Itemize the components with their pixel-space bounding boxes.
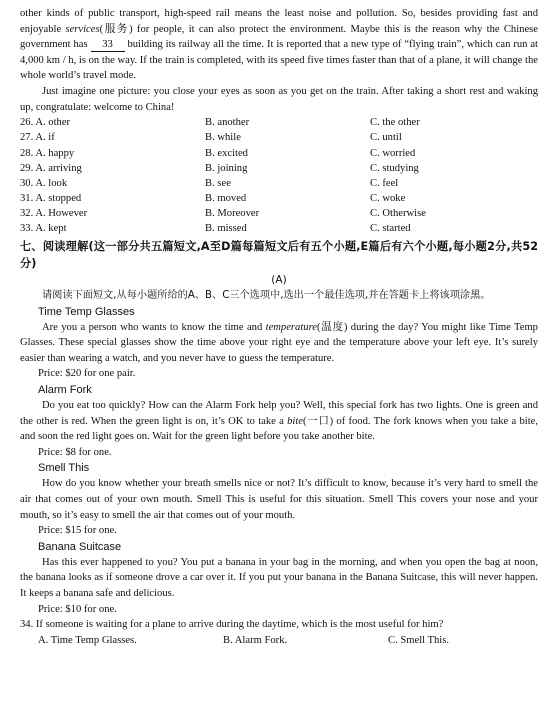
product-price: Price: $20 for one pair.	[38, 368, 136, 380]
intro-text-2: for people, it can also protect the environment. Maybe this is the reason why the Chinese government has	[20, 23, 538, 51]
option-row-29	[20, 161, 538, 176]
option-b[interactable]: B. moved	[205, 193, 247, 205]
question-34-option-b[interactable]: B. Alarm Fork.	[223, 634, 288, 646]
option-a[interactable]: 33. A. kept	[20, 223, 67, 235]
option-a[interactable]: 29. A. arriving	[20, 162, 82, 174]
product-smell-this	[20, 460, 538, 538]
question-34-option-a[interactable]: A. Time Temp Glasses.	[38, 634, 137, 646]
option-row-31	[20, 191, 538, 206]
product-banana-suitcase	[20, 539, 538, 617]
option-b[interactable]: B. Moreover	[205, 208, 260, 220]
product-title: Time Temp Glasses	[38, 305, 135, 318]
option-row-28	[20, 146, 538, 161]
product-description: Are you a person who wants to know the time and temperature(温度) during the day? You might like Time Temp Glasses. These special glasses show the time above your right eye and the temperature above your left eye. It’s surely easier than wearing a watch, and you never have to guess the temperature.	[20, 321, 538, 364]
passage-label: (A)	[271, 273, 287, 286]
product-price: Price: $15 for one.	[38, 525, 117, 537]
option-b[interactable]: B. while	[205, 132, 241, 144]
product-description: Has this ever happened to you? You put a banana in your bag in the morning, and when you open the bag at noon, the banana looks as if someone drove a car over it. If you put your banana in the Banana Suitcase, this will never happen. It keeps a banana safe and delicious.	[20, 556, 538, 599]
intro-text-1: other kinds of public transport, high-speed rail means the least noise and pollution. So, besides providing fast and enjoyable	[20, 8, 538, 35]
intro-paragraph	[20, 6, 538, 84]
product-alarm-fork	[20, 382, 538, 460]
option-c[interactable]: C. studying	[370, 162, 419, 174]
product-title: Alarm Fork	[38, 384, 92, 397]
question-34-option-c[interactable]: C. Smell This.	[388, 634, 450, 646]
option-a[interactable]: 30. A. look	[20, 177, 68, 189]
option-row-32	[20, 206, 538, 221]
option-a[interactable]: 28. A. happy	[20, 147, 75, 159]
option-c[interactable]: C. started	[370, 223, 411, 235]
exam-page	[20, 6, 538, 648]
question-34-stem: 34. If someone is waiting for a plane to arrive during the daytime, which is the most useful for him?	[20, 619, 444, 631]
option-row-33	[20, 221, 538, 236]
option-c[interactable]: C. worried	[370, 147, 416, 159]
option-c[interactable]: C. woke	[370, 193, 406, 205]
option-a[interactable]: 31. A. stopped	[20, 193, 82, 205]
option-b[interactable]: B. missed	[205, 223, 247, 235]
option-a[interactable]: 27. A. if	[20, 132, 55, 144]
question-34-options	[20, 633, 538, 649]
option-row-27	[20, 130, 538, 145]
instructions: 请阅读下面短文,从每小题所给的A、B、C三个选项中,选出一个最佳选项,并在答题卡上将该项涂黑。	[42, 289, 491, 301]
option-c[interactable]: C. Otherwise	[370, 208, 426, 220]
option-b[interactable]: B. excited	[205, 147, 248, 159]
cloze-options	[20, 115, 538, 237]
services-chinese: (服务)	[99, 23, 133, 35]
option-b[interactable]: B. see	[205, 177, 231, 189]
option-c[interactable]: C. until	[370, 132, 402, 144]
product-price: Price: $8 for one.	[38, 446, 112, 458]
option-a[interactable]: 26. A. other	[20, 117, 71, 129]
intro-paragraph-2: Just imagine one picture: you close your eyes as soon as you get on the train. After taking a short rest and waking up, congratulate: welcome to China!	[20, 85, 538, 113]
product-title: Smell This	[38, 462, 90, 475]
intro-text-3: building its railway all the time. It is reported that a new type of “flying train”, which can run at 4,000 km / h, is on the way. If the train is completed, with its speed five times faster than that of a plane, it will change the whole world’s travel mode.	[20, 39, 538, 82]
section-heading: 七、阅读理解(这一部分共五篇短文,A至D篇每篇短文后有五个小题,E篇后有六个小题,每小题2分,共52分)	[20, 239, 538, 270]
blank-33: 33	[91, 39, 125, 52]
product-description: Do you eat too quickly? How can the Alarm Fork help you? Well, this special fork has two lights. One is green and the other is red. When the green light is on, it’s OK to take a bite(一口) of food. The fork knows when you take a bite, and soon the red light goes on. Wait for the green light before you take another bite.	[20, 400, 539, 443]
product-title: Banana Suitcase	[38, 540, 122, 553]
product-price: Price: $10 for one.	[38, 603, 117, 615]
option-c[interactable]: C. feel	[370, 177, 399, 189]
option-row-26	[20, 115, 538, 130]
option-b[interactable]: B. joining	[205, 162, 248, 174]
option-c[interactable]: C. the other	[370, 117, 420, 129]
option-row-30	[20, 176, 538, 191]
product-time-temp-glasses	[20, 304, 538, 382]
option-a[interactable]: 32. A. However	[20, 208, 88, 220]
product-description: How do you know whether your breath smells nice or not? It’s difficult to know, because it’s very hard to smell the air that comes out of your own mouth. Smell This is useful for this situation. Smell This covers your nose and your mouth, so it’s easy to smell the air that comes out of your mouth.	[20, 478, 538, 521]
option-b[interactable]: B. another	[205, 117, 250, 129]
services-word: services	[65, 23, 100, 35]
